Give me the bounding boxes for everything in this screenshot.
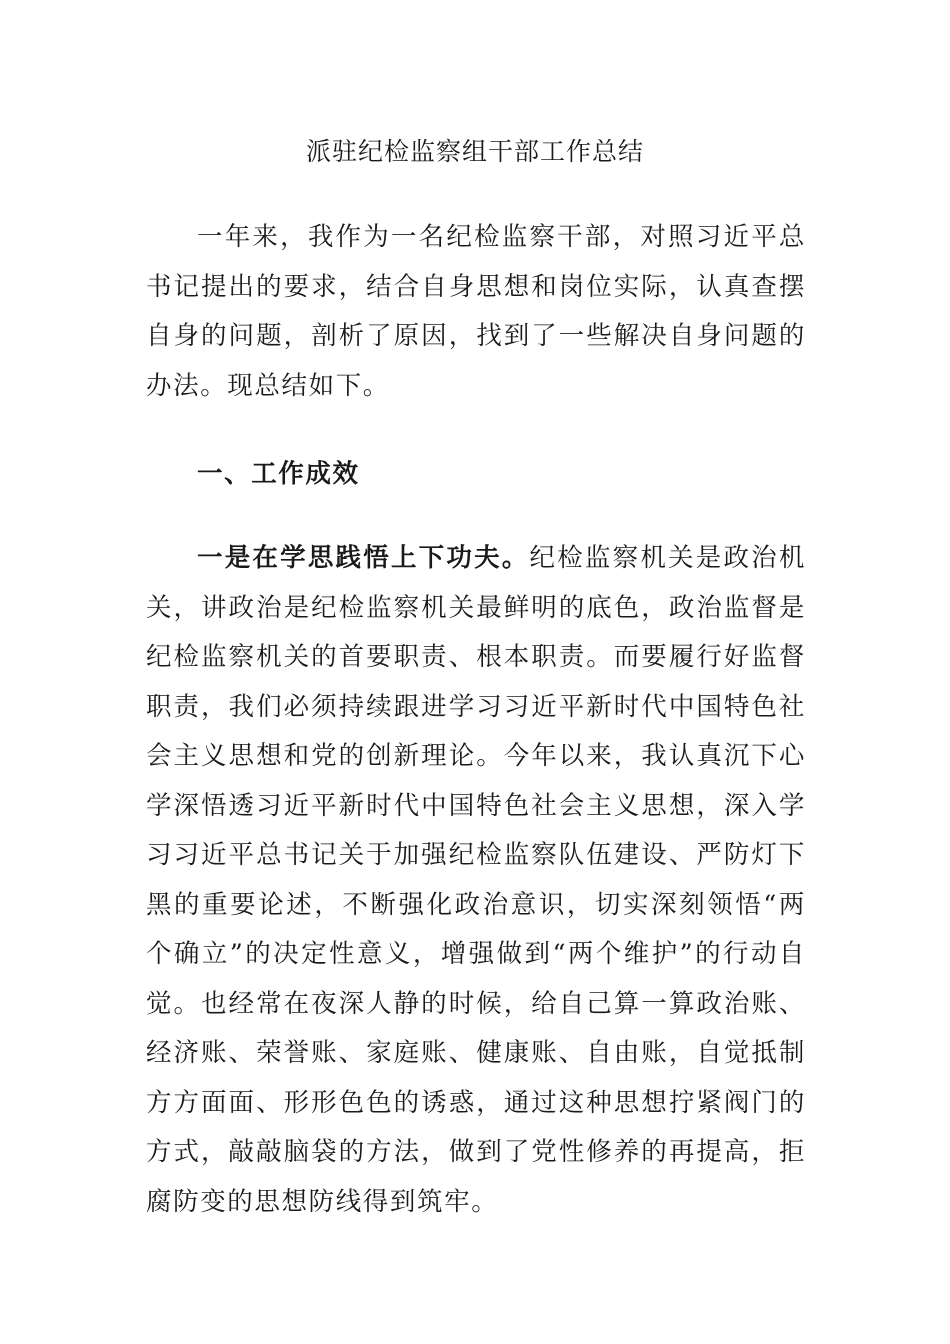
section-heading: 一、工作成效 <box>197 459 360 489</box>
paragraph-lead: 一是在学思践悟上下功夫。 <box>197 543 530 573</box>
document-title: 派驻纪检监察组干部工作总结 <box>305 137 644 166</box>
paragraph-body: 纪检监察机关是政治机关，讲政治是纪检监察机关最鲜明的底色，政治监督是纪检监察机关的首要职责、根本职责。而要履行好监督职责，我们必须持续跟进学习习近平新时代中国特色社会主义思想和党的创新理论。今年以来，我认真沉下心学深悟透习近平新时代中国特色社会主义思想，深入学习习近平总书记关于加强纪检监察队伍建设、严防灯下黑的重要论述，不断强化政治意识，切实深刻领悟“两个确立”的决定性意义，增强做到“两个维护”的行动自觉。也经常在夜深人静的时候，给自己算一算政治账、经济账、荣誉账、家庭账、健康账、自由账，自觉抵制方方面面、形形色色的诱惑，通过这种思想拧紧阀门的方式，敲敲脑袋的方法，做到了党性修养的再提高，拒腐防变的思想防线得到筑牢。 <box>146 543 806 1217</box>
body-paragraph <box>146 534 806 1227</box>
intro-paragraph: 一年来，我作为一名纪检监察干部，对照习近平总书记提出的要求，结合自身思想和岗位实际，认真查摆自身的问题，剖析了原因，找到了一些解决自身问题的办法。现总结如下。 <box>146 222 806 401</box>
